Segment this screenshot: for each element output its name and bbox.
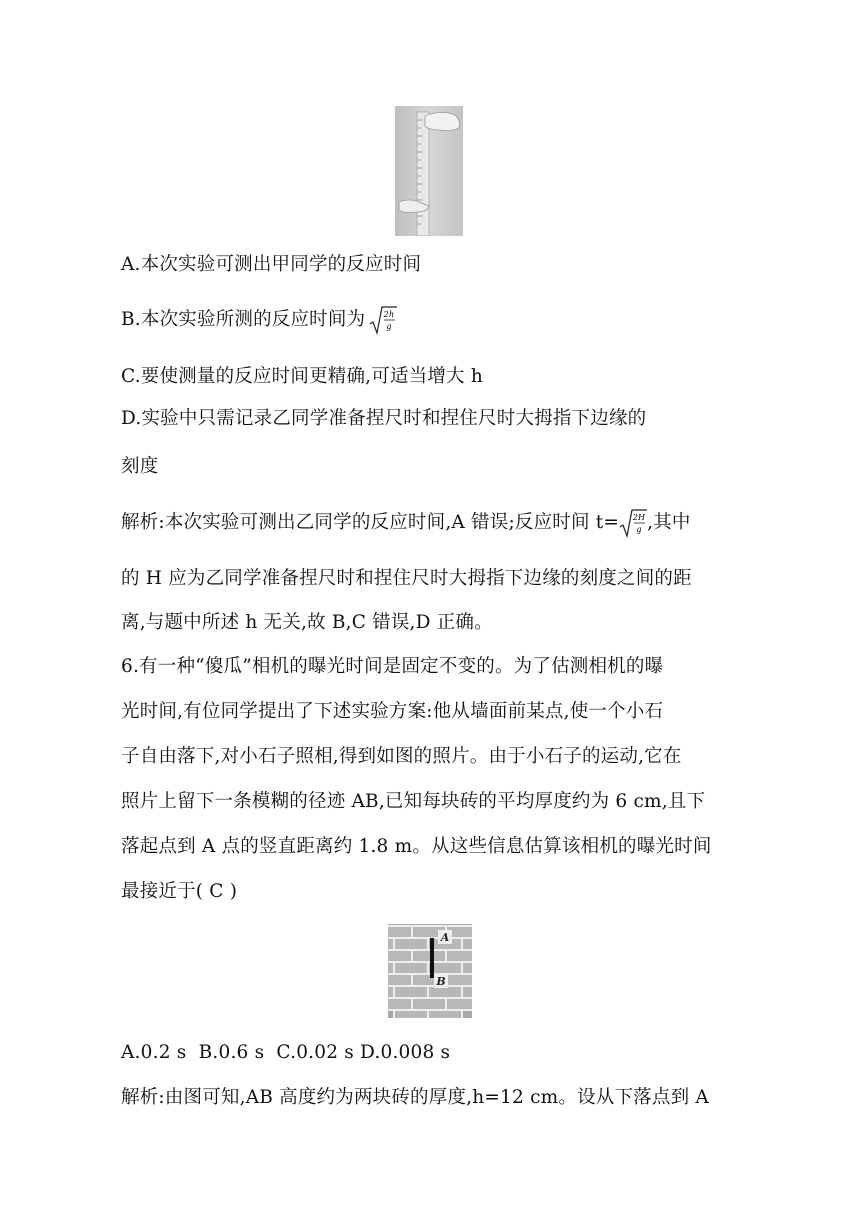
label-a: A (440, 931, 450, 944)
question-6-line3: 子自由落下,对小石子照相,得到如图的照片。由于小石子的运动,它在 (121, 746, 682, 767)
option-d-line1: D.实验中只需记录乙同学准备捏尺时和捏住尺时大拇指下边缘的 (121, 408, 647, 429)
analysis-1-tail: ,其中 (647, 512, 691, 533)
brick-wall-photo (388, 924, 472, 1018)
label-b: B (436, 975, 446, 988)
sqrt-2H-over-g (619, 508, 647, 538)
option-b (121, 305, 397, 335)
formula-numerator: 2H (632, 513, 646, 522)
question-6-line2: 光时间,有位同学提出了下述实验方案:他从墙面前某点,使一个小石 (121, 701, 664, 722)
question-6-line1: 6.有一种“傻瓜”相机的曝光时间是固定不变的。为了估测相机的曝 (121, 656, 664, 677)
formula-denominator: g (636, 525, 642, 534)
question-6-line6: 最接近于( C ) (121, 881, 238, 902)
analysis-1-line3: 离,与题中所述 h 无关,故 B,C 错误,D 正确。 (121, 612, 493, 633)
analysis-1-line1 (121, 508, 691, 538)
option-d-line2: 刻度 (121, 456, 159, 477)
option-c: C.要使测量的反应时间更精确,可适当增大 h (121, 366, 483, 387)
ruler-photo (395, 106, 463, 236)
stone-trace-ab (430, 938, 434, 978)
sqrt-2h-over-g (369, 305, 397, 335)
analysis-2-line1: 解析:由图可知,AB 高度约为两块砖的厚度,h=12 cm。设从下落点到 A (121, 1087, 709, 1108)
option-b-text: B.本次实验所测的反应时间为 (121, 309, 366, 330)
formula-denominator: g (386, 322, 392, 331)
analysis-1-text: 解析:本次实验可测出乙同学的反应时间,A 错误;反应时间 t= (121, 512, 620, 533)
formula-numerator: 2h (383, 310, 395, 319)
analysis-1-line2: 的 H 应为乙同学准备捏尺时和捏住尺时大拇指下边缘的刻度之间的距 (121, 568, 692, 589)
option-a: A.本次实验可测出甲同学的反应时间 (121, 254, 422, 275)
question-6-line5: 落起点到 A 点的竖直距离约 1.8 m。从这些信息估算该相机的曝光时间 (121, 836, 712, 857)
question-6-options: A.0.2 s B.0.6 s C.0.02 s D.0.008 s (121, 1042, 451, 1063)
question-6-line4: 照片上留下一条模糊的径迹 AB,已知每块砖的平均厚度约为 6 cm,且下 (121, 791, 706, 812)
